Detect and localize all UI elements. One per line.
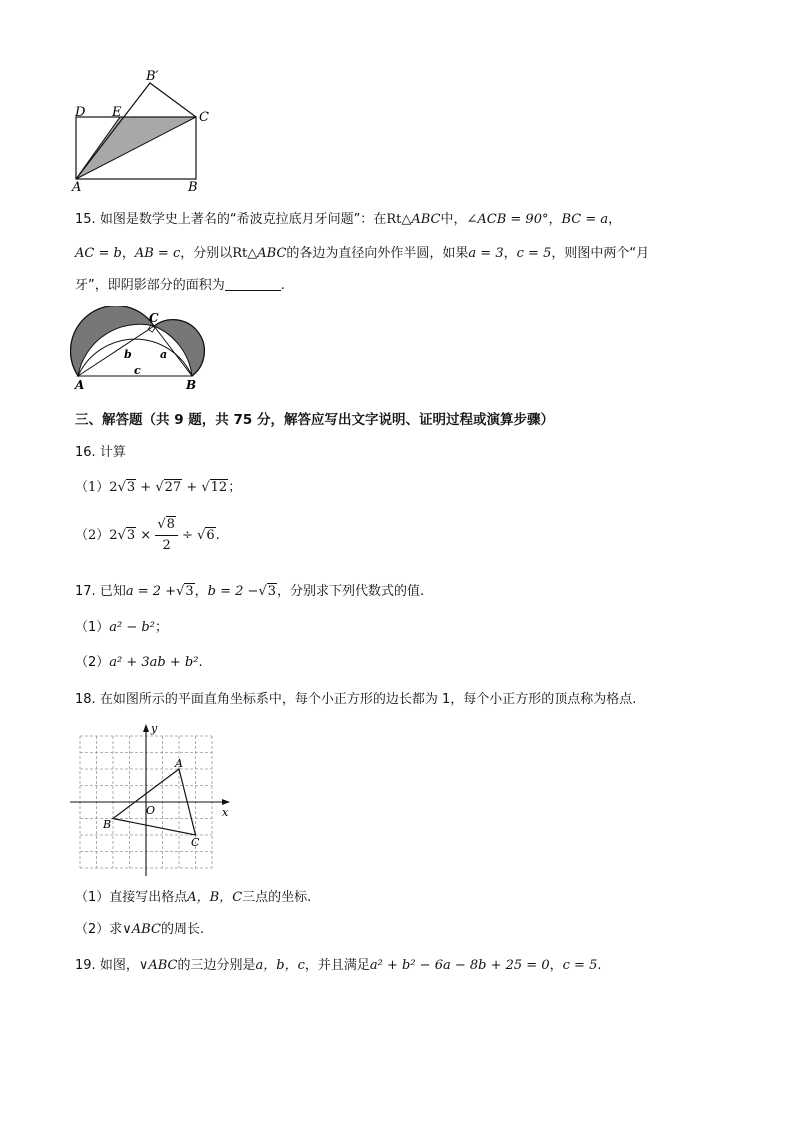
radicand: 27 <box>164 480 182 495</box>
coef: 2 <box>109 480 118 495</box>
period: . <box>198 655 203 670</box>
q15-intro: 如图是数学史上著名的“希波克拉底月牙问题”：在 <box>99 212 387 227</box>
triangle-symbol: △ <box>247 246 258 261</box>
sqrt-sign: √ <box>201 480 210 495</box>
q19-triangle: ∨ABC <box>138 958 178 973</box>
radicand: 12 <box>210 480 228 495</box>
bc-eq: BC = a <box>561 212 609 227</box>
radicand: 6 <box>206 528 215 543</box>
q15-zhong: 中， <box>440 212 467 227</box>
triangle-symbol: △ <box>401 212 412 227</box>
q19-text-a: 如图， <box>99 958 139 973</box>
radicand: 8 <box>166 517 175 532</box>
a-value: a = 3 <box>468 246 504 261</box>
q19-equation: a² + b² − 6a − 8b + 25 = 0 <box>369 958 550 973</box>
fraction <box>155 515 178 556</box>
q18-p1: （1）直接写出格点 <box>75 890 188 905</box>
answer-blank[interactable] <box>225 276 281 291</box>
sqrt-sign: √ <box>176 584 185 599</box>
q17-p2-expr: a² + 3ab + b² <box>109 655 199 670</box>
q15-number: 15. <box>75 212 96 227</box>
ac-eq: AC = b <box>75 246 122 261</box>
origin-label: O <box>146 804 156 817</box>
rectangle-fold-figure <box>62 62 222 202</box>
radicand: 3 <box>185 584 194 599</box>
section-heading: 三、解答题（共 9 题，共 75 分，解答应写出文字说明、证明过程或演算步骤） <box>75 412 554 428</box>
numerator <box>155 515 178 536</box>
q16-title-text: 计算 <box>99 445 126 460</box>
sqrt-sign: √ <box>117 480 126 495</box>
triangle-name: ABC <box>411 212 441 227</box>
q18-p2-end: 的周长. <box>160 922 205 937</box>
q19-text-b: 的三边分别是 <box>177 958 256 973</box>
x-axis-arrow <box>222 799 230 805</box>
times: × <box>140 528 152 543</box>
plus: + <box>186 480 198 495</box>
sep: ， <box>608 212 622 227</box>
sep: ， <box>548 212 562 227</box>
q17-part1 <box>75 618 168 638</box>
period: . <box>597 958 602 973</box>
shaded-triangle <box>76 117 196 179</box>
sep: ， <box>503 246 517 261</box>
ab-eq: AB = c <box>134 246 181 261</box>
sqrt-sign: √ <box>155 480 164 495</box>
q18-part1 <box>75 888 311 908</box>
label-a: A <box>75 378 85 392</box>
comma: ， <box>194 584 208 599</box>
a-definition: a = 2 + <box>125 584 177 599</box>
sep: ， <box>121 246 135 261</box>
q19-sides: a，b，c <box>255 958 305 973</box>
point-b-label: B <box>103 818 112 831</box>
point-c-label: C <box>191 836 200 849</box>
divide: ÷ <box>182 528 193 543</box>
sqrt-sign: √ <box>157 517 166 532</box>
lune-figure <box>70 306 210 396</box>
label-d: D <box>75 105 86 120</box>
side-a-label: a <box>160 348 168 361</box>
q17-number: 17. <box>75 584 96 599</box>
q17-part2 <box>75 653 203 673</box>
b-definition: b = 2 − <box>207 584 259 599</box>
sqrt-sign: √ <box>117 528 126 543</box>
q17-p2-label: （2） <box>75 655 110 670</box>
q15-line2 <box>75 244 649 264</box>
label-b: B <box>186 378 197 392</box>
semicolon: ； <box>154 620 168 635</box>
radicand: 3 <box>126 528 136 543</box>
sqrt-sign: √ <box>197 528 206 543</box>
radicand: 3 <box>267 584 277 599</box>
q18-p1-end: 三点的坐标. <box>242 890 312 905</box>
y-label: y <box>151 722 158 735</box>
q17-tail: ，分别求下列代数式的值. <box>277 584 425 599</box>
q19-text-c: ，并且满足 <box>304 958 370 973</box>
q17-p1-expr: a² − b² <box>109 620 155 635</box>
q19-number: 19. <box>75 958 96 973</box>
side-b-label: b <box>124 348 132 361</box>
label-b-prime: B′ <box>146 69 159 84</box>
q15-line3 <box>75 276 285 296</box>
q16-title <box>75 443 126 463</box>
triangle-name: ABC <box>257 246 287 261</box>
q17-stem <box>75 582 424 602</box>
side-c-label: c <box>134 364 141 377</box>
q19-c-value: c = 5 <box>562 958 598 973</box>
radicand: 3 <box>126 480 136 495</box>
sqrt-sign: √ <box>258 584 267 599</box>
angle-acb: ∠ACB = 90° <box>466 212 549 227</box>
label-b: B <box>188 180 198 195</box>
q16-part2 <box>75 515 220 556</box>
q16-part1 <box>75 478 241 498</box>
q15-tail: 的各边为直径向外作半圆，如果 <box>286 246 469 261</box>
rt-text: Rt <box>232 246 248 261</box>
q18-text: 在如图所示的平面直角坐标系中，每个小正方形的边长都为 1，每个小正方形的顶点称为格点. <box>99 692 637 707</box>
q18-points: A，B，C <box>187 890 243 905</box>
q15-line1 <box>75 210 621 230</box>
x-label: x <box>222 806 229 819</box>
q18-number: 18. <box>75 692 96 707</box>
label-a: A <box>72 180 82 195</box>
label-c: C <box>149 311 159 325</box>
q17-known: 已知 <box>99 584 126 599</box>
q15-period: . <box>280 278 285 293</box>
c-value: c = 5 <box>516 246 552 261</box>
y-axis-arrow <box>143 724 149 732</box>
denominator: 2 <box>162 538 171 553</box>
q16-p1-label: （1） <box>75 480 110 495</box>
point-a-label: A <box>175 757 183 770</box>
coef: 2 <box>109 528 118 543</box>
q16-number: 16. <box>75 445 96 460</box>
q15-line3-text: 牙”，即阴影部分的面积为 <box>75 278 225 293</box>
coordinate-grid-figure <box>66 722 238 880</box>
plus: + <box>140 480 152 495</box>
q18-stem <box>75 690 636 710</box>
label-e: E <box>112 105 122 120</box>
q16-p2-label: （2） <box>75 528 110 543</box>
semicolon: ； <box>228 480 242 495</box>
q19-stem <box>75 956 601 976</box>
q17-p1-label: （1） <box>75 620 110 635</box>
label-c: C <box>199 110 209 125</box>
comma: ， <box>549 958 563 973</box>
q18-triangle: ∨ABC <box>122 922 161 937</box>
rt-text: Rt <box>386 212 402 227</box>
q15-mid: ，分别以 <box>180 246 233 261</box>
q18-part2 <box>75 920 204 940</box>
q15-end: ，则图中两个“月 <box>551 246 650 261</box>
period: . <box>215 528 220 543</box>
lune-left <box>71 306 154 376</box>
q18-p2: （2）求 <box>75 922 123 937</box>
